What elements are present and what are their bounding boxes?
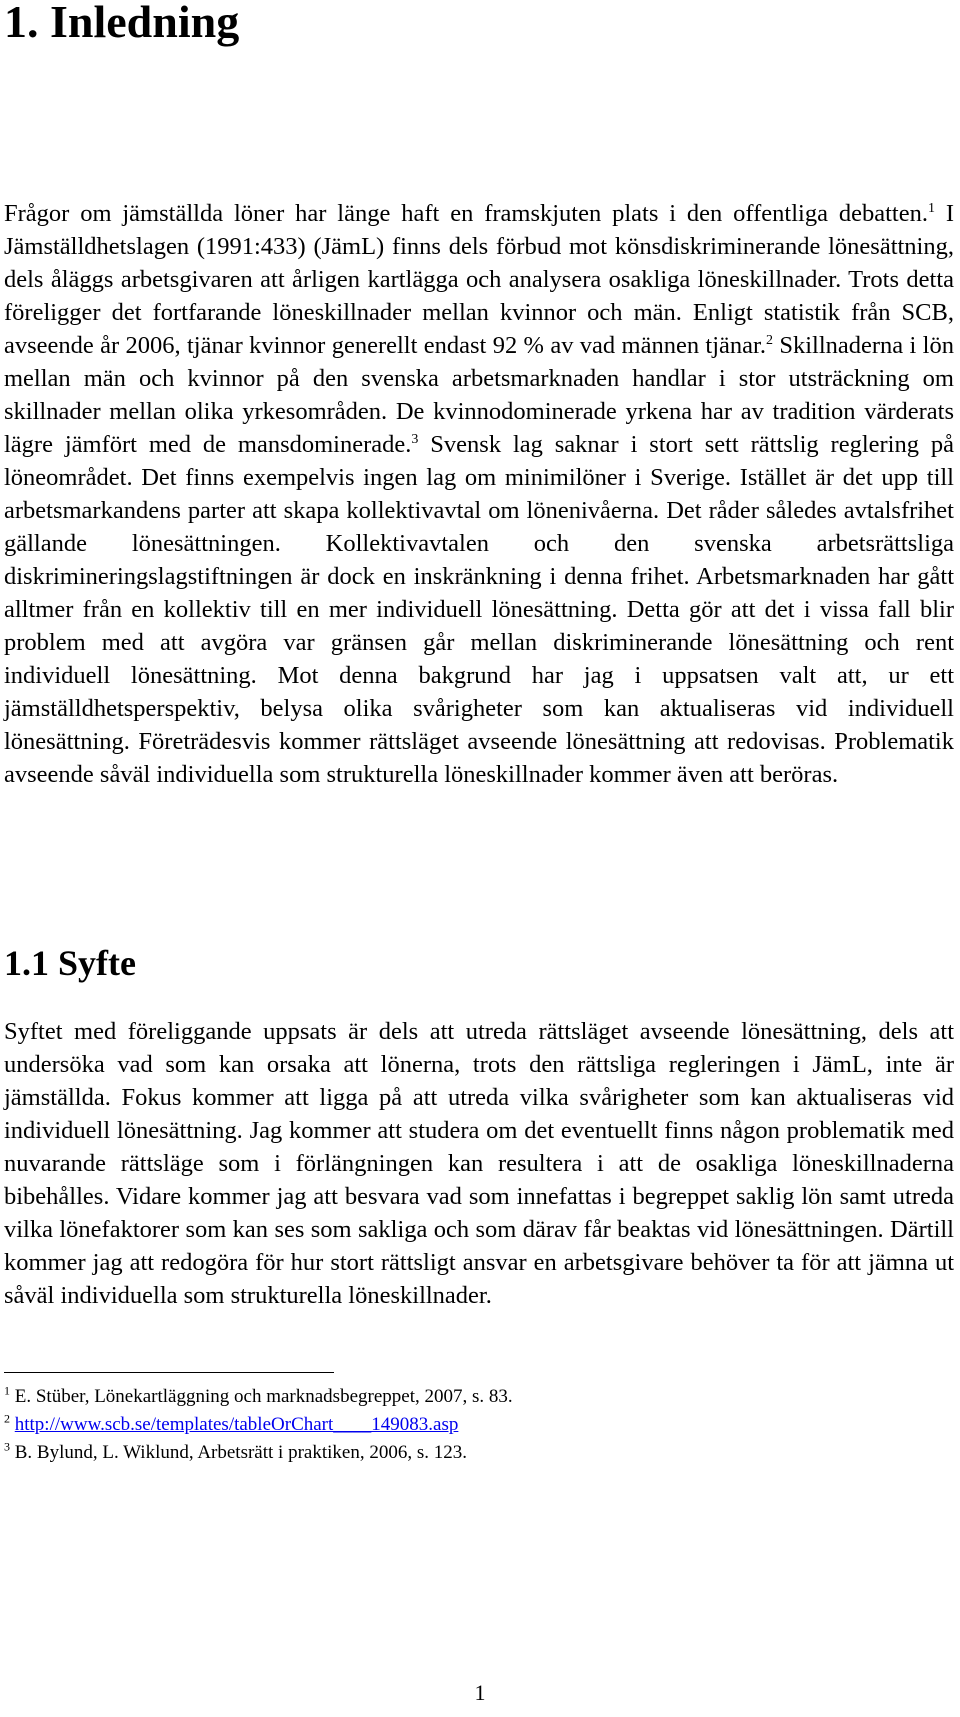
intro-text-4: Svensk lag saknar i stort sett rättslig reglering på löneområdet. Det finns exempelvis ingen lag om minimilöner i Sverige. Istället är det upp till arbetsmarkandens parter att skapa kollektivavtal om lönenivåerna. Det råder således avtalsfrihet gällande lönesättningen. Kollektivavtalen och den svenska arbetsrättsliga diskrimineringslagstiftningen är dock en inskränkning i denna frihet. Arbetsmarknaden har gått alltmer från en kollektiv till en mer individuell lönesättning. Detta gör att det i vissa fall blir problem med att avgöra var gränsen går mellan diskriminerande lönesättning och rent individuell lönesättning. Mot denna bakgrund har jag i uppsatsen valt att, ur ett jämställdhetsperspektiv, belysa olika svårigheter som kan aktualiseras vid individuell lönesättning. Företrädesvis kommer rättsläget avseende lönesättning att redovisas. Problematik avseende såväl individuella som strukturella löneskillnader kommer även att beröras. xyxy=(4,431,954,788)
intro-text-3: Skillnaderna i lön mellan män och kvinnor på den svenska arbetsmarknaden handlar i stor utsträckning om skillnader mellan olika yrkesområden. De kvinnodominerade yrkena har av tradition värderats lägre jämfört med de mansdominerade. xyxy=(4,332,954,458)
footnote-divider xyxy=(4,1372,334,1373)
footnote-number: 1 xyxy=(4,1383,10,1398)
chapter-heading: 1. Inledning xyxy=(4,0,240,47)
footnote-link[interactable]: http://www.scb.se/templates/tableOrChart____149083.asp xyxy=(14,1414,459,1435)
section-heading: 1.1 Syfte xyxy=(4,943,136,983)
intro-paragraph xyxy=(4,197,954,791)
footnote-ref-1[interactable]: 1 xyxy=(927,200,935,216)
footnote-text: E. Stüber, Lönekartläggning och marknadsbegreppet, 2007, s. 83. xyxy=(14,1386,513,1407)
footnotes xyxy=(4,1383,944,1467)
page-number: 1 xyxy=(474,1680,486,1705)
footnote-ref-3[interactable]: 3 xyxy=(411,431,419,447)
footnote-ref-2[interactable]: 2 xyxy=(765,332,773,348)
purpose-paragraph: Syftet med föreliggande uppsats är dels att utreda rättsläget avseende lönesättning, dels att undersöka vad som kan orsaka att lönerna, trots den rättsliga regleringen i JämL, inte är jämställda. Fokus kommer att ligga på att utreda vilka svårigheter som kan aktualiseras vid individuell lönesättning. Jag kommer att studera om det eventuellt finns någon problematik med nuvarande rättsläge som i förlängningen kan resultera i att de osakliga löneskillnaderna bibehålles. Vidare kommer jag att besvara vad som innefattas i begreppet saklig lön samt utreda vilka lönefaktorer som kan ses som sakliga och som därav får beaktas vid lönesättningen. Därtill kommer jag att redogöra för hur stort rättsligt ansvar en arbetsgivare behöver ta för att jämna ut såväl individuella som strukturella löneskillnader. xyxy=(4,1018,954,1309)
footnote-2 xyxy=(4,1411,944,1439)
footnote-text: B. Bylund, L. Wiklund, Arbetsrätt i praktiken, 2006, s. 123. xyxy=(14,1442,467,1463)
intro-text-1: Frågor om jämställda löner har länge haft en framskjuten plats i den offentliga debatten. xyxy=(4,200,928,227)
footnote-1 xyxy=(4,1383,944,1411)
intro-text-2: I Jämställdhetslagen (1991:433) (JämL) finns dels förbud mot könsdiskriminerande lönesättning, dels åläggs arbetsgivaren att årligen kartlägga och analysera osakliga löneskillnader. Trots detta föreligger det fortfarande löneskillnader mellan kvinnor och män. Enligt statistik från SCB, avseende år 2006, tjänar kvinnor generellt endast 92 % av vad männen tjänar. xyxy=(4,200,954,359)
footnote-3 xyxy=(4,1439,944,1467)
footnote-number: 3 xyxy=(4,1439,10,1454)
footnote-number: 2 xyxy=(4,1411,10,1426)
